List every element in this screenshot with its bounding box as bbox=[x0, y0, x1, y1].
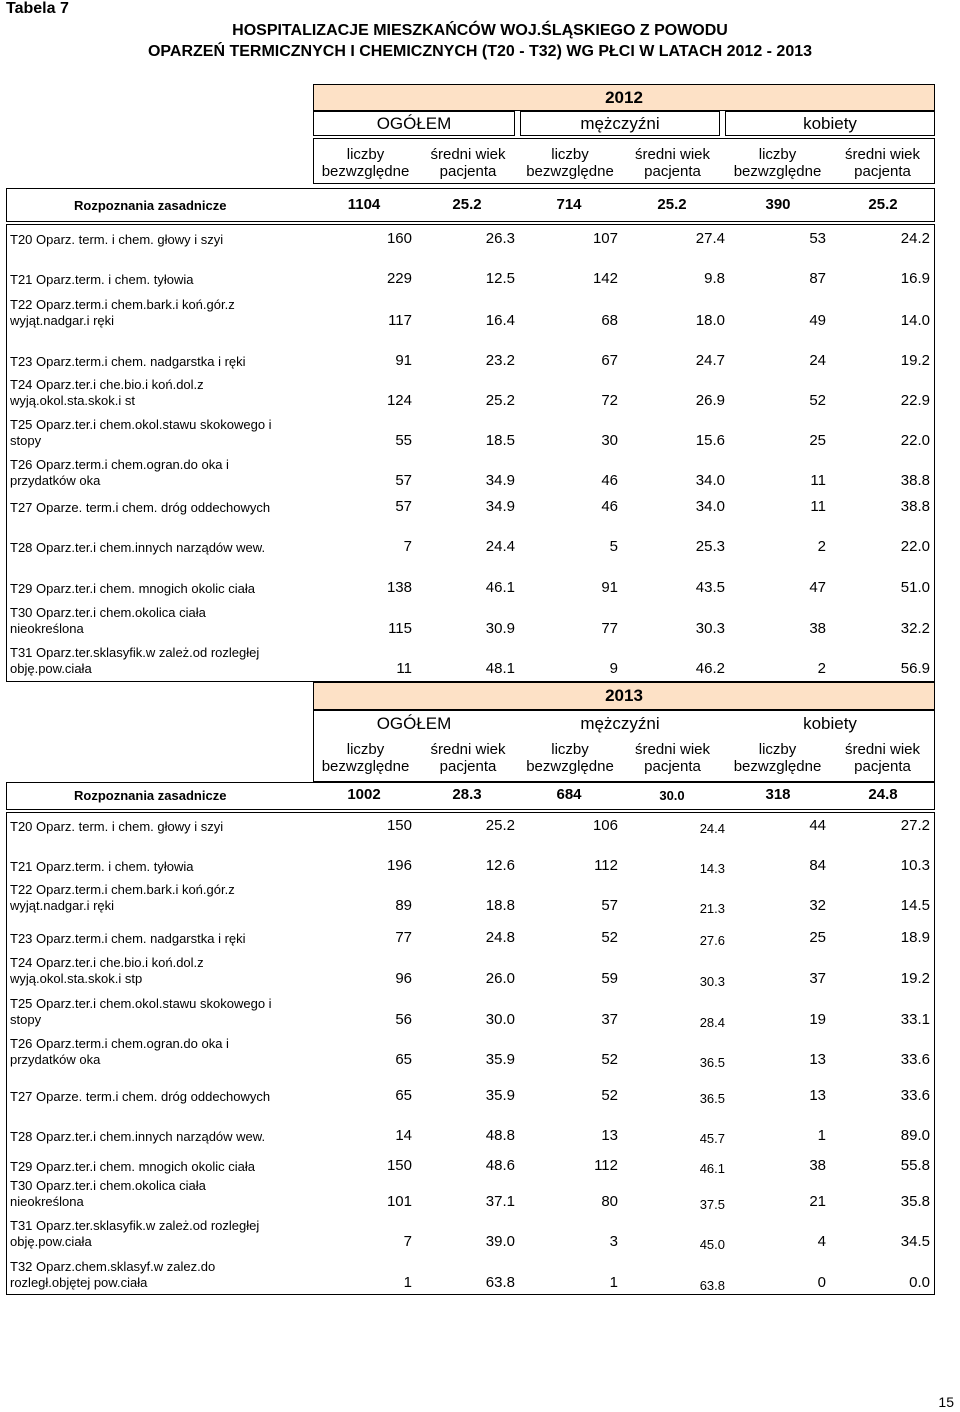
cell-value: 19.2 bbox=[900, 970, 930, 987]
row-label: T24 Oparz.ter.i che.bio.i koń.dol.z wyją.okol.sta.skok.i stp bbox=[10, 955, 204, 986]
row-label: T22 Oparz.term.i chem.bark.i koń.gór.z wyjąt.nadgar.i ręki bbox=[10, 297, 235, 328]
col-count-men: liczby bezwzględne bbox=[526, 146, 614, 180]
summary-value: 25.2 bbox=[657, 196, 687, 213]
cell-value: 13 bbox=[601, 1127, 618, 1144]
cell-value: 19 bbox=[809, 1011, 826, 1028]
cell-value: 10.3 bbox=[900, 857, 930, 874]
cell-value: 0 bbox=[817, 1274, 826, 1291]
cell-value: 196 bbox=[386, 857, 412, 874]
row-label: T27 Oparze. term.i chem. dróg oddechowych bbox=[10, 500, 271, 515]
summary-value: 25.2 bbox=[452, 196, 482, 213]
cell-value: 48.1 bbox=[485, 660, 515, 677]
cell-value: 112 bbox=[594, 857, 618, 874]
cell-value: 38 bbox=[809, 620, 826, 637]
col-count-men: liczby bezwzględne bbox=[526, 741, 614, 775]
row-label: T28 Oparz.ter.i chem.innych narządów wew. bbox=[10, 1129, 266, 1144]
cell-value: 2 bbox=[817, 538, 826, 555]
cell-value: 65 bbox=[395, 1087, 412, 1104]
cell-value: 33.6 bbox=[900, 1051, 930, 1068]
cell-value: 30.3 bbox=[699, 974, 725, 989]
cell-value: 52 bbox=[809, 392, 826, 409]
cell-value: 13 bbox=[809, 1051, 826, 1068]
cell-value: 11 bbox=[810, 498, 826, 515]
summary-value: 28.3 bbox=[452, 786, 482, 803]
summary-value: 1104 bbox=[347, 196, 381, 213]
cell-value: 12.6 bbox=[485, 857, 515, 874]
col-age-women: średni wiek pacjenta bbox=[844, 146, 921, 180]
summary-value: 390 bbox=[765, 196, 791, 213]
col-count-women: liczby bezwzględne bbox=[733, 146, 822, 180]
cell-value: 91 bbox=[601, 579, 618, 596]
cell-value: 36.5 bbox=[699, 1055, 725, 1070]
row-label: T30 Oparz.ter.i chem.okolica ciała nieokreślona bbox=[10, 1178, 206, 1209]
page-number: 15 bbox=[938, 1394, 954, 1410]
cell-value: 7 bbox=[403, 1233, 412, 1250]
row-label: T30 Oparz.ter.i chem.okolica ciała nieokreślona bbox=[10, 605, 206, 636]
cell-value: 37 bbox=[601, 1011, 618, 1028]
cell-value: 18.0 bbox=[695, 312, 725, 329]
cell-value: 96 bbox=[395, 970, 412, 987]
cell-value: 48.8 bbox=[485, 1127, 515, 1144]
group-total-2012: OGÓŁEM bbox=[376, 114, 452, 133]
group-men-2013: mężczyźni bbox=[580, 714, 660, 733]
cell-value: 80 bbox=[601, 1193, 618, 1210]
cell-value: 45.7 bbox=[699, 1131, 725, 1146]
cell-value: 15.6 bbox=[695, 432, 725, 449]
cell-value: 11 bbox=[810, 472, 826, 489]
cell-value: 18.8 bbox=[485, 897, 515, 914]
cell-value: 77 bbox=[395, 929, 412, 946]
cell-value: 34.9 bbox=[485, 498, 515, 515]
group-men-2012: mężczyźni bbox=[580, 114, 660, 133]
row-label: T28 Oparz.ter.i chem.innych narządów wew. bbox=[10, 540, 266, 555]
cell-value: 30.3 bbox=[695, 620, 725, 637]
row-label: T21 Oparz.term. i chem. tyłowia bbox=[10, 272, 194, 287]
title-line-1: HOSPITALIZACJE MIESZKAŃCÓW WOJ.ŚLĄSKIEGO Z POWODU bbox=[232, 22, 728, 39]
group-total-2013: OGÓŁEM bbox=[376, 714, 452, 733]
cell-value: 32.2 bbox=[900, 620, 930, 637]
cell-value: 24.4 bbox=[699, 821, 725, 836]
cell-value: 2 bbox=[817, 660, 826, 677]
cell-value: 27.6 bbox=[699, 933, 725, 948]
cell-value: 117 bbox=[388, 312, 412, 329]
cell-value: 46.2 bbox=[695, 660, 725, 677]
cell-value: 14.0 bbox=[900, 312, 930, 329]
summary-value: 30.0 bbox=[659, 788, 685, 803]
cell-value: 21.3 bbox=[699, 901, 725, 916]
cell-value: 43.5 bbox=[695, 579, 725, 596]
cell-value: 55 bbox=[395, 432, 412, 449]
cell-value: 77 bbox=[601, 620, 618, 637]
cell-value: 72 bbox=[601, 392, 618, 409]
cell-value: 52 bbox=[601, 929, 618, 946]
cell-value: 22.0 bbox=[900, 432, 930, 449]
cell-value: 26.3 bbox=[485, 230, 515, 247]
cell-value: 9.8 bbox=[704, 270, 725, 287]
cell-value: 150 bbox=[386, 817, 412, 834]
cell-value: 89 bbox=[395, 897, 412, 914]
cell-value: 32 bbox=[809, 897, 826, 914]
cell-value: 35.8 bbox=[900, 1193, 930, 1210]
row-label: T20 Oparz. term. i chem. głowy i szyi bbox=[10, 819, 224, 834]
cell-value: 24.8 bbox=[485, 929, 515, 946]
cell-value: 68 bbox=[601, 312, 618, 329]
cell-value: 56.9 bbox=[900, 660, 930, 677]
cell-value: 107 bbox=[592, 230, 618, 247]
summary-value: 318 bbox=[765, 786, 791, 803]
summary-value: 25.2 bbox=[868, 196, 898, 213]
cell-value: 25 bbox=[809, 432, 826, 449]
cell-value: 26.9 bbox=[695, 392, 725, 409]
summary-value: 24.8 bbox=[868, 786, 898, 803]
cell-value: 37 bbox=[809, 970, 826, 987]
cell-value: 52 bbox=[601, 1051, 618, 1068]
cell-value: 22.0 bbox=[900, 538, 930, 555]
cell-value: 46.1 bbox=[485, 579, 515, 596]
summary-label-2012: Rozpoznania zasadnicze bbox=[74, 198, 227, 213]
cell-value: 7 bbox=[403, 538, 412, 555]
col-age-men: średni wiek pacjenta bbox=[634, 146, 711, 180]
col-age-total: średni wiek pacjenta bbox=[430, 741, 506, 775]
cell-value: 34.5 bbox=[900, 1233, 930, 1250]
cell-value: 9 bbox=[609, 660, 618, 677]
cell-value: 38.8 bbox=[900, 498, 930, 515]
cell-value: 67 bbox=[601, 352, 618, 369]
cell-value: 47 bbox=[809, 579, 826, 596]
cell-value: 19.2 bbox=[900, 352, 930, 369]
row-label: T31 Oparz.ter.sklasyfik.w zależ.od rozległej obję.pow.ciała bbox=[10, 1218, 260, 1249]
cell-value: 51.0 bbox=[900, 579, 930, 596]
cell-value: 57 bbox=[395, 498, 412, 515]
col-age-women: średni wiek pacjenta bbox=[844, 741, 921, 775]
cell-value: 34.9 bbox=[485, 472, 515, 489]
cell-value: 38 bbox=[809, 1157, 826, 1174]
cell-value: 21 bbox=[809, 1193, 826, 1210]
row-label: T26 Oparz.term.i chem.ogran.do oka i przydatków oka bbox=[10, 1036, 229, 1067]
cell-value: 25.2 bbox=[485, 392, 515, 409]
cell-value: 46 bbox=[601, 472, 618, 489]
cell-value: 87 bbox=[809, 270, 826, 287]
cell-value: 24.2 bbox=[900, 230, 930, 247]
row-label: T20 Oparz. term. i chem. głowy i szyi bbox=[10, 232, 224, 247]
cell-value: 33.1 bbox=[900, 1011, 930, 1028]
cell-value: 55.8 bbox=[900, 1157, 930, 1174]
cell-value: 28.4 bbox=[699, 1015, 725, 1030]
cell-value: 34.0 bbox=[695, 472, 725, 489]
cell-value: 33.6 bbox=[900, 1087, 930, 1104]
cell-value: 45.0 bbox=[699, 1237, 725, 1252]
cell-value: 1 bbox=[403, 1274, 412, 1291]
year-2013-label: 2013 bbox=[605, 686, 643, 705]
col-age-men: średni wiek pacjenta bbox=[634, 741, 711, 775]
row-label: T25 Oparz.ter.i chem.okol.stawu skokowego i stopy bbox=[10, 417, 272, 448]
cell-value: 53 bbox=[809, 230, 826, 247]
row-label: T27 Oparze. term.i chem. dróg oddechowych bbox=[10, 1089, 271, 1104]
cell-value: 25.3 bbox=[695, 538, 725, 555]
cell-value: 26.0 bbox=[485, 970, 515, 987]
cell-value: 138 bbox=[386, 579, 412, 596]
summary-label-2013: Rozpoznania zasadnicze bbox=[74, 788, 227, 803]
col-age-total: średni wiek pacjenta bbox=[430, 146, 506, 180]
cell-value: 35.9 bbox=[485, 1087, 515, 1104]
cell-value: 25.2 bbox=[485, 817, 515, 834]
cell-value: 11 bbox=[396, 660, 412, 677]
row-label: T23 Oparz.term.i chem. nadgarstka i ręki bbox=[10, 354, 246, 369]
row-label: T32 Oparz.chem.sklasyf.w zalez.do rozległ.objętej pow.ciała bbox=[10, 1259, 216, 1290]
cell-value: 14 bbox=[395, 1127, 412, 1144]
title-line-2: OPARZEŃ TERMICZNYCH I CHEMICZNYCH (T20 - T32) WG PŁCI W LATACH 2012 - 2013 bbox=[147, 43, 813, 60]
row-label: T24 Oparz.ter.i che.bio.i koń.dol.z wyją.okol.sta.skok.i st bbox=[10, 377, 204, 408]
cell-value: 124 bbox=[386, 392, 412, 409]
row-label: T29 Oparz.ter.i chem. mnogich okolic ciała bbox=[10, 1159, 255, 1174]
cell-value: 30.0 bbox=[485, 1011, 515, 1028]
cell-value: 57 bbox=[601, 897, 618, 914]
cell-value: 25 bbox=[809, 929, 826, 946]
cell-value: 101 bbox=[386, 1193, 412, 1210]
cell-value: 56 bbox=[395, 1011, 412, 1028]
cell-value: 106 bbox=[592, 817, 618, 834]
cell-value: 30 bbox=[601, 432, 618, 449]
summary-value: 714 bbox=[556, 196, 582, 213]
cell-value: 37.5 bbox=[699, 1197, 725, 1212]
cell-value: 1 bbox=[609, 1274, 618, 1291]
cell-value: 18.5 bbox=[485, 432, 515, 449]
cell-value: 30.9 bbox=[485, 620, 515, 637]
cell-value: 37.1 bbox=[485, 1193, 515, 1210]
group-women-2013: kobiety bbox=[803, 714, 857, 733]
cell-value: 24.7 bbox=[695, 352, 725, 369]
cell-value: 22.9 bbox=[900, 392, 930, 409]
row-label: T26 Oparz.term.i chem.ogran.do oka i przydatków oka bbox=[10, 457, 229, 488]
cell-value: 35.9 bbox=[485, 1051, 515, 1068]
cell-value: 160 bbox=[386, 230, 412, 247]
cell-value: 24 bbox=[809, 352, 826, 369]
cell-value: 34.0 bbox=[695, 498, 725, 515]
cell-value: 59 bbox=[601, 970, 618, 987]
cell-value: 57 bbox=[395, 472, 412, 489]
cell-value: 24.4 bbox=[485, 538, 515, 555]
cell-value: 46 bbox=[601, 498, 618, 515]
col-count-women: liczby bezwzględne bbox=[733, 741, 822, 775]
cell-value: 0.0 bbox=[909, 1274, 930, 1291]
col-count-total: liczby bezwzględne bbox=[321, 146, 410, 180]
cell-value: 229 bbox=[386, 270, 412, 287]
cell-value: 63.8 bbox=[485, 1274, 515, 1291]
cell-value: 27.4 bbox=[695, 230, 725, 247]
cell-value: 150 bbox=[386, 1157, 412, 1174]
cell-value: 4 bbox=[817, 1233, 826, 1250]
cell-value: 39.0 bbox=[485, 1233, 515, 1250]
cell-value: 3 bbox=[609, 1233, 618, 1250]
year-2012-label: 2012 bbox=[605, 88, 643, 107]
cell-value: 63.8 bbox=[699, 1278, 725, 1293]
cell-value: 5 bbox=[609, 538, 618, 555]
group-women-2012: kobiety bbox=[803, 114, 857, 133]
row-label: T25 Oparz.ter.i chem.okol.stawu skokowego i stopy bbox=[10, 996, 272, 1027]
cell-value: 12.5 bbox=[485, 270, 515, 287]
cell-value: 14.5 bbox=[900, 897, 930, 914]
cell-value: 49 bbox=[809, 312, 826, 329]
cell-value: 16.4 bbox=[485, 312, 515, 329]
summary-value: 1002 bbox=[347, 786, 381, 803]
cell-value: 16.9 bbox=[900, 270, 930, 287]
cell-value: 84 bbox=[809, 857, 826, 874]
cell-value: 38.8 bbox=[900, 472, 930, 489]
cell-value: 1 bbox=[817, 1127, 826, 1144]
cell-value: 18.9 bbox=[900, 929, 930, 946]
cell-value: 48.6 bbox=[485, 1157, 515, 1174]
cell-value: 115 bbox=[388, 620, 412, 637]
cell-value: 13 bbox=[809, 1087, 826, 1104]
summary-value: 684 bbox=[556, 786, 582, 803]
cell-value: 89.0 bbox=[900, 1127, 930, 1144]
row-label: T29 Oparz.ter.i chem. mnogich okolic ciała bbox=[10, 581, 255, 596]
cell-value: 46.1 bbox=[699, 1161, 725, 1176]
row-label: T22 Oparz.term.i chem.bark.i koń.gór.z wyjąt.nadgar.i ręki bbox=[10, 882, 235, 913]
cell-value: 142 bbox=[592, 270, 618, 287]
cell-value: 91 bbox=[395, 352, 412, 369]
cell-value: 27.2 bbox=[900, 817, 930, 834]
col-count-total: liczby bezwzględne bbox=[321, 741, 410, 775]
row-label: T23 Oparz.term.i chem. nadgarstka i ręki bbox=[10, 931, 246, 946]
table-label: Tabela 7 bbox=[6, 0, 69, 17]
row-label: T31 Oparz.ter.sklasyfik.w zależ.od rozległej obję.pow.ciała bbox=[10, 645, 260, 676]
cell-value: 112 bbox=[594, 1157, 618, 1174]
cell-value: 14.3 bbox=[699, 861, 725, 876]
cell-value: 23.2 bbox=[485, 352, 515, 369]
row-label: T21 Oparz.term. i chem. tyłowia bbox=[10, 859, 194, 874]
cell-value: 36.5 bbox=[699, 1091, 725, 1106]
cell-value: 65 bbox=[395, 1051, 412, 1068]
cell-value: 52 bbox=[601, 1087, 618, 1104]
cell-value: 44 bbox=[809, 817, 826, 834]
